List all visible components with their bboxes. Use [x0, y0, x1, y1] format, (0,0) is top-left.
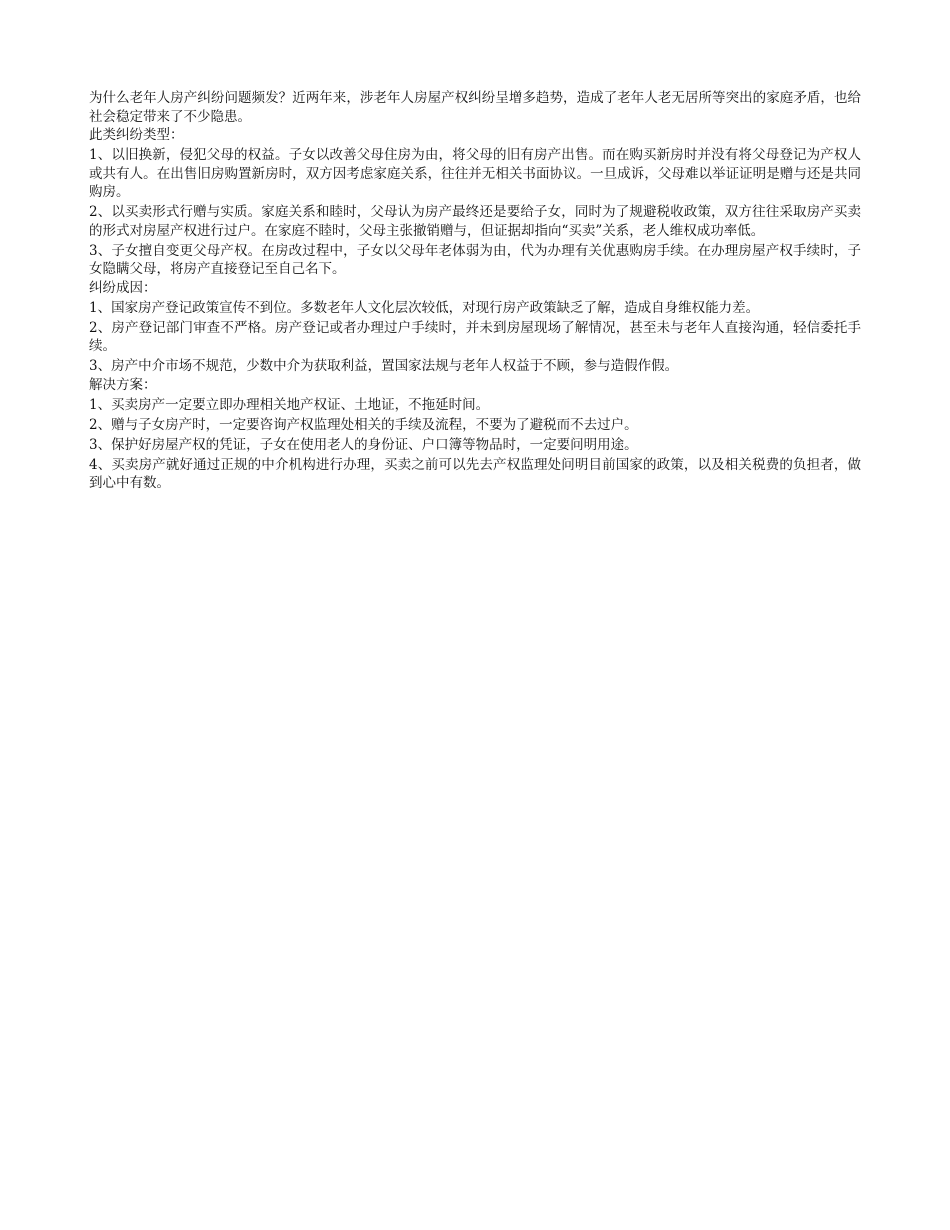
list-item: 1、以旧换新，侵犯父母的权益。子女以改善父母住房为由，将父母的旧有房产出售。而在购买新房时并没有将父母登记为产权人或共有人。在出售旧房购置新房时，双方因考虑家庭关系，往往并无相关书面协议。一旦成诉，父母难以举证证明是赠与还是共同购房。	[89, 147, 861, 200]
list-item: 3、保护好房屋产权的凭证，子女在使用老人的身份证、户口簿等物品时，一定要问明用途。	[89, 436, 638, 453]
section-solutions	[89, 376, 861, 493]
list-item: 3、子女擅自变更父母产权。在房改过程中，子女以父母年老体弱为由，代为办理有关优惠购房手续。在办理房屋产权手续时，子女隐瞒父母，将房产直接登记至自己名下。	[89, 242, 861, 277]
list-item: 2、房产登记部门审查不严格。房产登记或者办理过户手续时，并未到房屋现场了解情况，甚至未与老年人直接沟通，轻信委托手续。	[89, 319, 861, 354]
section-heading: 纠纷成因：	[89, 279, 157, 296]
section-dispute-types	[89, 126, 861, 279]
list-item: 1、买卖房产一定要立即办理相关地产权证、土地证，不拖延时间。	[89, 396, 490, 413]
intro-paragraph: 为什么老年人房产纠纷问题频发？近两年来，涉老年人房屋产权纠纷呈增多趋势，造成了老年人老无居所等突出的家庭矛盾，也给社会稳定带来了不少隐患。	[89, 90, 861, 125]
list-item: 4、买卖房产就好通过正规的中介机构进行办理，买卖之前可以先去产权监理处问明目前国家的政策，以及相关税费的负担者，做到心中有数。	[89, 456, 861, 491]
list-item: 2、赠与子女房产时，一定要咨询产权监理处相关的手续及流程，不要为了避税而不去过户。	[89, 416, 638, 433]
list-item: 2、以买卖形式行赠与实质。家庭关系和睦时，父母认为房产最终还是要给子女，同时为了规避税收政策，双方往往采取房产买卖的形式对房屋产权进行过户。在家庭不睦时，父母主张撤销赠与，但证据却指向“买卖”关系，老人维权成功率低。	[89, 204, 861, 239]
section-heading: 此类纠纷类型：	[89, 127, 184, 143]
section-heading: 解决方案：	[89, 376, 157, 393]
document-page	[89, 89, 861, 493]
list-item: 1、国家房产登记政策宣传不到位。多数老年人文化层次较低，对现行房产政策缺乏了解，造成自身维权能力差。	[89, 299, 760, 316]
list-item: 3、房产中介市场不规范，少数中介为获取利益，置国家法规与老年人权益于不顾，参与造假作假。	[89, 358, 679, 374]
section-dispute-causes	[89, 279, 861, 376]
